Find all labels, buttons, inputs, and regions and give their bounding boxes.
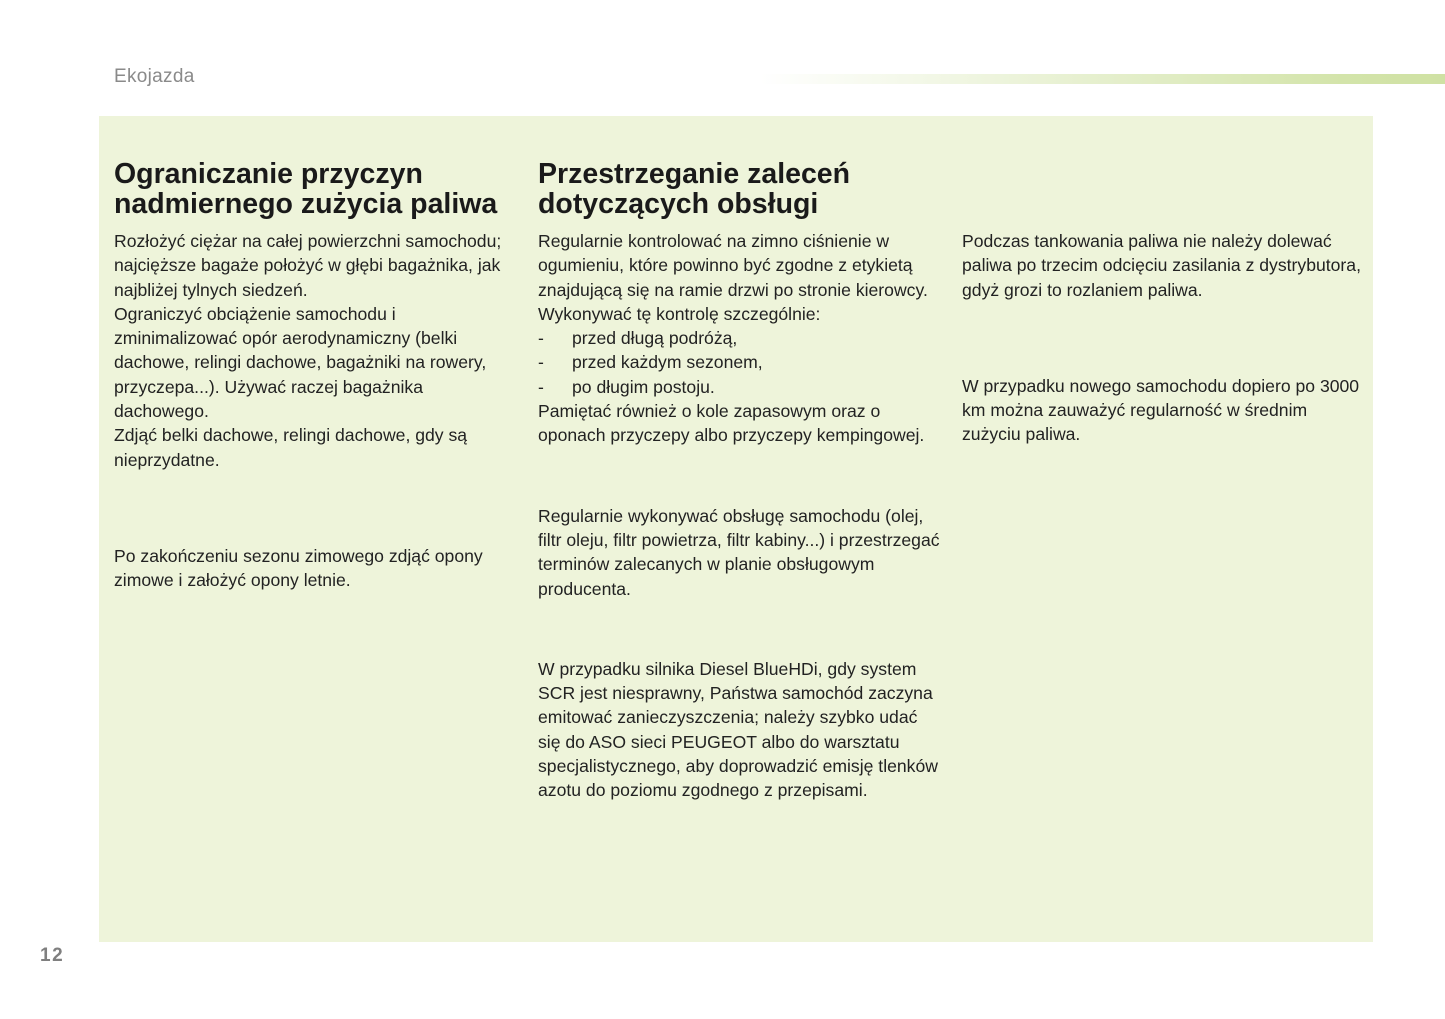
- list-item: [538, 350, 943, 374]
- column-middle: [538, 160, 943, 803]
- heading-fuel-consumption: Ograniczanie przyczyn nadmiernego zużycia paliwa: [114, 158, 498, 220]
- paragraph-new-car: W przypadku nowego samochodu dopiero po 3000 km można zauważyć regularność w średnim zużyciu paliwa.: [962, 375, 1360, 445]
- list-dash: -: [538, 376, 544, 397]
- paragraph-spare-wheel: Pamiętać również o kole zapasowym oraz o oponach przyczepy albo przyczepy kempingowej.: [538, 401, 925, 446]
- list-item-text: przed każdym sezonem,: [572, 352, 763, 373]
- paragraph-weight: Rozłożyć ciężar na całej powierzchni samochodu; najcięższe bagaże położyć w głębi bagażnika, jak najbliżej tylnych siedzeń.: [114, 231, 502, 300]
- column-right: [962, 160, 1362, 447]
- paragraph-service: Regularnie wykonywać obsługę samochodu (olej, filtr oleju, filtr powietrza, filtr kabiny...) i przestrzegać terminów zalecanych w planie obsługowym producenta.: [538, 505, 940, 599]
- header-decorative-bar: [760, 74, 1445, 84]
- paragraph-check-when: Wykonywać tę kontrolę szczególnie:: [538, 303, 821, 324]
- page-number: 12: [40, 945, 65, 966]
- section-title: Ekojazda: [114, 66, 195, 87]
- list-dash: -: [538, 352, 544, 373]
- list-item: [538, 375, 943, 399]
- list-item: [538, 326, 943, 350]
- paragraph-roof-bars: Zdjąć belki dachowe, relingi dachowe, gdy są nieprzydatne.: [114, 425, 468, 470]
- list-item-text: przed długą podróżą,: [572, 328, 738, 349]
- paragraph-bluehdi: W przypadku silnika Diesel BlueHDi, gdy system SCR jest niesprawny, Państwa samochód zaczyna emitować zanieczyszczenia; należy szybko udać się do ASO sieci PEUGEOT albo do warsztatu specjalistycznego, aby doprowadzić emisję tlenków azotu do poziomu zgodnego z przepisami.: [538, 658, 938, 801]
- heading-maintenance: Przestrzeganie zaleceń dotyczących obsługi: [538, 158, 851, 220]
- column-left: [114, 160, 519, 593]
- paragraph-refuelling: Podczas tankowania paliwa nie należy dolewać paliwa po trzecim odcięciu zasilania z dystrybutora, gdyż grozi to rozlaniem paliwa.: [962, 231, 1361, 300]
- column-right-spacer: [962, 160, 1362, 229]
- list-dash: -: [538, 328, 544, 349]
- list-item-text: po długim postoju.: [572, 376, 715, 397]
- paragraph-tyre-pressure: Regularnie kontrolować na zimno ciśnienie w ogumieniu, które powinno być zgodne z etykietą znajdującą się na ramie drzwi po stronie kierowcy.: [538, 231, 928, 300]
- paragraph-load: Ograniczyć obciążenie samochodu i zminimalizować opór aerodynamiczny (belki dachowe, relingi dachowe, bagażniki na rowery, przyczepa...). Używać raczej bagażnika dachowego.: [114, 303, 487, 422]
- paragraph-winter-tyres: Po zakończeniu sezonu zimowego zdjąć opony zimowe i założyć opony letnie.: [114, 545, 483, 591]
